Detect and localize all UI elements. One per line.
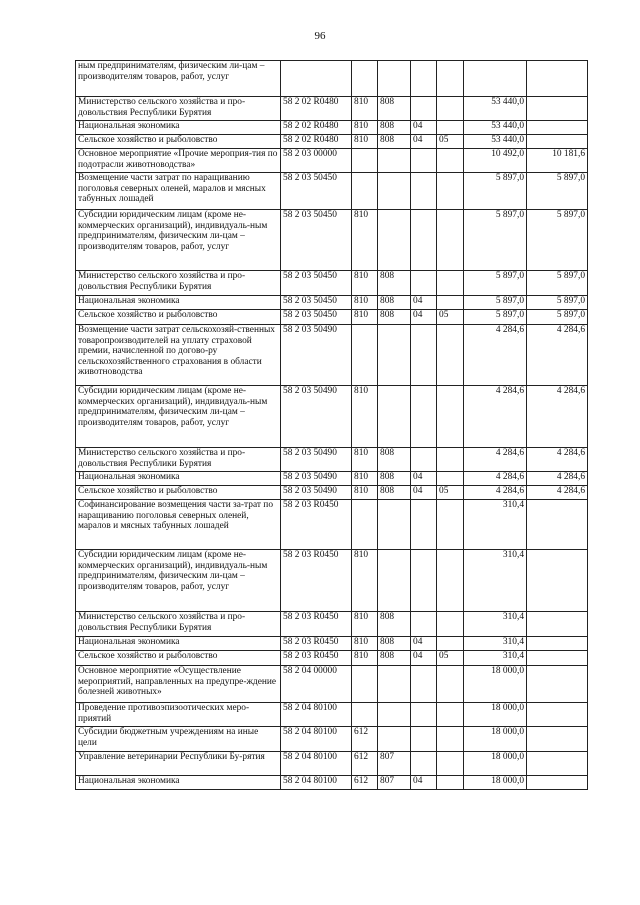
target-code-cell: 58 2 03 50490 (281, 325, 352, 386)
grbs-cell: 810 (352, 121, 378, 135)
section-cell: 807 (378, 752, 411, 776)
table-row (76, 651, 588, 666)
subsection-cell: 04 (411, 651, 437, 666)
row-name-cell: Возмещение части затрат по наращиванию поголовья северных оленей, маралов и мясных табунных лошадей (76, 173, 281, 210)
target-code-cell: 58 2 03 50450 (281, 296, 352, 310)
row-name-cell: Национальная экономика (76, 296, 281, 310)
row-name-cell: Министерство сельского хозяйства и про-довольствия Республики Бурятия (76, 271, 281, 296)
subsection-detail-cell (437, 703, 464, 727)
amount-cell: 4 284,6 (464, 386, 527, 448)
amount-cell: 5 897,0 (464, 210, 527, 271)
subsection-cell: 04 (411, 121, 437, 135)
amount-second-cell (527, 550, 588, 612)
target-code-cell: 58 2 04 80100 (281, 727, 352, 752)
amount-second-cell (527, 666, 588, 703)
section-cell: 807 (378, 776, 411, 790)
section-cell (378, 386, 411, 448)
grbs-cell (352, 500, 378, 550)
subsection-detail-cell (437, 271, 464, 296)
amount-cell: 4 284,6 (464, 448, 527, 472)
amount-cell: 4 284,6 (464, 325, 527, 386)
grbs-cell: 810 (352, 637, 378, 651)
amount-cell: 4 284,6 (464, 472, 527, 486)
target-code-cell: 58 2 03 50490 (281, 386, 352, 448)
row-name-cell: Субсидии бюджетным учреждениям на иные цели (76, 727, 281, 752)
target-code-cell: 58 2 03 50450 (281, 210, 352, 271)
section-cell (378, 550, 411, 612)
grbs-cell: 612 (352, 776, 378, 790)
amount-cell: 310,4 (464, 637, 527, 651)
amount-cell: 5 897,0 (464, 310, 527, 325)
subsection-cell: 04 (411, 486, 437, 500)
subsection-cell: 04 (411, 472, 437, 486)
table-row (76, 500, 588, 550)
amount-cell: 18 000,0 (464, 727, 527, 752)
amount-second-cell: 4 284,6 (527, 386, 588, 448)
amount-second-cell (527, 612, 588, 637)
section-cell: 808 (378, 296, 411, 310)
subsection-cell: 04 (411, 135, 437, 149)
amount-cell: 4 284,6 (464, 486, 527, 500)
amount-cell: 5 897,0 (464, 173, 527, 210)
table-row (76, 61, 588, 97)
row-name-cell: Сельское хозяйство и рыболовство (76, 486, 281, 500)
row-name-cell: ным предпринимателям, физическим ли-цам – производителям товаров, работ, услуг (76, 61, 281, 97)
subsection-detail-cell (437, 637, 464, 651)
section-cell: 808 (378, 612, 411, 637)
table-row (76, 296, 588, 310)
grbs-cell (352, 173, 378, 210)
section-cell (378, 703, 411, 727)
subsection-detail-cell (437, 612, 464, 637)
table-row (76, 612, 588, 637)
table-row (76, 550, 588, 612)
target-code-cell: 58 2 03 R0450 (281, 637, 352, 651)
row-name-cell: Сельское хозяйство и рыболовство (76, 651, 281, 666)
table-row (76, 121, 588, 135)
section-cell: 808 (378, 448, 411, 472)
grbs-cell: 810 (352, 210, 378, 271)
row-name-cell: Национальная экономика (76, 121, 281, 135)
grbs-cell: 810 (352, 271, 378, 296)
subsection-detail-cell (437, 325, 464, 386)
target-code-cell: 58 2 03 R0450 (281, 612, 352, 637)
amount-cell: 53 440,0 (464, 135, 527, 149)
subsection-detail-cell (437, 550, 464, 612)
target-code-cell: 58 2 03 50450 (281, 173, 352, 210)
amount-second-cell: 10 181,6 (527, 149, 588, 173)
table-row (76, 727, 588, 752)
amount-second-cell: 5 897,0 (527, 296, 588, 310)
amount-second-cell (527, 651, 588, 666)
section-cell: 808 (378, 135, 411, 149)
amount-cell: 18 000,0 (464, 666, 527, 703)
grbs-cell: 810 (352, 550, 378, 612)
section-cell (378, 61, 411, 97)
target-code-cell: 58 2 03 R0450 (281, 550, 352, 612)
target-code-cell: 58 2 02 R0480 (281, 97, 352, 121)
subsection-detail-cell (437, 752, 464, 776)
subsection-detail-cell (437, 121, 464, 135)
table-row (76, 310, 588, 325)
subsection-cell: 04 (411, 310, 437, 325)
subsection-detail-cell: 05 (437, 135, 464, 149)
amount-second-cell: 5 897,0 (527, 173, 588, 210)
row-name-cell: Основное мероприятие «Прочие мероприя-тия по подотрасли животноводства» (76, 149, 281, 173)
target-code-cell: 58 2 04 80100 (281, 703, 352, 727)
amount-second-cell (527, 121, 588, 135)
row-name-cell: Основное мероприятие «Осуществление мероприятий, направленных на предупре-ждение болезней животных» (76, 666, 281, 703)
table-row (76, 97, 588, 121)
subsection-detail-cell (437, 61, 464, 97)
amount-second-cell: 4 284,6 (527, 448, 588, 472)
amount-second-cell: 5 897,0 (527, 310, 588, 325)
table-row (76, 486, 588, 500)
amount-second-cell (527, 500, 588, 550)
subsection-detail-cell (437, 448, 464, 472)
section-cell (378, 325, 411, 386)
grbs-cell: 810 (352, 386, 378, 448)
row-name-cell: Проведение противоэпизоотических меро-приятий (76, 703, 281, 727)
subsection-detail-cell (437, 386, 464, 448)
page-number: 96 (314, 30, 326, 42)
grbs-cell: 810 (352, 472, 378, 486)
subsection-cell (411, 727, 437, 752)
table-row (76, 325, 588, 386)
amount-cell: 53 440,0 (464, 97, 527, 121)
target-code-cell: 58 2 02 R0480 (281, 135, 352, 149)
row-name-cell: Субсидии юридическим лицам (кроме не-коммерческих организаций), индивидуаль-ным предпринимателям, физическим ли-цам – производителям товаров, работ, услуг (76, 386, 281, 448)
grbs-cell (352, 666, 378, 703)
target-code-cell: 58 2 03 50490 (281, 472, 352, 486)
subsection-cell: 04 (411, 637, 437, 651)
amount-second-cell (527, 703, 588, 727)
target-code-cell: 58 2 03 00000 (281, 149, 352, 173)
subsection-detail-cell: 05 (437, 651, 464, 666)
row-name-cell: Национальная экономика (76, 472, 281, 486)
amount-second-cell: 5 897,0 (527, 210, 588, 271)
target-code-cell: 58 2 04 00000 (281, 666, 352, 703)
subsection-detail-cell (437, 210, 464, 271)
subsection-cell (411, 550, 437, 612)
row-name-cell: Субсидии юридическим лицам (кроме не-коммерческих организаций), индивидуаль-ным предпринимателям, физическим ли-цам – производителям товаров, работ, услуг (76, 550, 281, 612)
amount-second-cell: 4 284,6 (527, 325, 588, 386)
row-name-cell: Сельское хозяйство и рыболовство (76, 310, 281, 325)
target-code-cell: 58 2 03 R0450 (281, 500, 352, 550)
row-name-cell: Возмещение части затрат сельскохозяй-ственных товаропроизводителей на уплату страховой премии, начисленной по догово-ру сельскохозяйственного страхования в области животноводства (76, 325, 281, 386)
section-cell (378, 666, 411, 703)
subsection-detail-cell (437, 727, 464, 752)
table-row (76, 472, 588, 486)
subsection-cell: 04 (411, 776, 437, 790)
table-row (76, 173, 588, 210)
subsection-detail-cell (437, 666, 464, 703)
table-row (76, 776, 588, 790)
section-cell: 808 (378, 637, 411, 651)
section-cell: 808 (378, 472, 411, 486)
target-code-cell (281, 61, 352, 97)
grbs-cell: 810 (352, 310, 378, 325)
subsection-detail-cell (437, 776, 464, 790)
target-code-cell: 58 2 04 80100 (281, 776, 352, 790)
table-row (76, 271, 588, 296)
subsection-detail-cell (437, 97, 464, 121)
table-row (76, 637, 588, 651)
amount-cell (464, 61, 527, 97)
row-name-cell: Софинансирование возмещения части за-трат по наращиванию поголовья северных оленей, маралов и мясных табунных лошадей (76, 500, 281, 550)
section-cell: 808 (378, 651, 411, 666)
grbs-cell: 810 (352, 651, 378, 666)
amount-cell: 5 897,0 (464, 296, 527, 310)
section-cell (378, 210, 411, 271)
table-row (76, 386, 588, 448)
amount-cell: 10 492,0 (464, 149, 527, 173)
subsection-cell (411, 325, 437, 386)
section-cell: 808 (378, 97, 411, 121)
table-row (76, 752, 588, 776)
amount-second-cell: 5 897,0 (527, 271, 588, 296)
amount-cell: 310,4 (464, 550, 527, 612)
subsection-cell (411, 173, 437, 210)
subsection-detail-cell (437, 296, 464, 310)
table-row (76, 448, 588, 472)
grbs-cell: 810 (352, 448, 378, 472)
grbs-cell: 810 (352, 97, 378, 121)
amount-cell: 310,4 (464, 651, 527, 666)
table-row (76, 210, 588, 271)
subsection-detail-cell: 05 (437, 310, 464, 325)
grbs-cell: 810 (352, 296, 378, 310)
subsection-detail-cell (437, 149, 464, 173)
subsection-cell (411, 500, 437, 550)
table-row (76, 149, 588, 173)
section-cell (378, 500, 411, 550)
section-cell: 808 (378, 310, 411, 325)
subsection-detail-cell: 05 (437, 486, 464, 500)
amount-second-cell (527, 727, 588, 752)
amount-cell: 310,4 (464, 612, 527, 637)
grbs-cell: 810 (352, 486, 378, 500)
amount-cell: 53 440,0 (464, 121, 527, 135)
subsection-cell (411, 666, 437, 703)
target-code-cell: 58 2 03 50490 (281, 486, 352, 500)
section-cell: 808 (378, 271, 411, 296)
subsection-cell (411, 97, 437, 121)
amount-cell: 18 000,0 (464, 752, 527, 776)
subsection-cell (411, 448, 437, 472)
table-row (76, 666, 588, 703)
amount-second-cell (527, 97, 588, 121)
row-name-cell: Сельское хозяйство и рыболовство (76, 135, 281, 149)
amount-cell: 18 000,0 (464, 703, 527, 727)
amount-second-cell (527, 135, 588, 149)
grbs-cell: 612 (352, 727, 378, 752)
amount-cell: 310,4 (464, 500, 527, 550)
grbs-cell (352, 703, 378, 727)
grbs-cell (352, 149, 378, 173)
subsection-cell (411, 386, 437, 448)
subsection-cell (411, 703, 437, 727)
grbs-cell: 810 (352, 135, 378, 149)
row-name-cell: Министерство сельского хозяйства и про-довольствия Республики Бурятия (76, 448, 281, 472)
amount-cell: 18 000,0 (464, 776, 527, 790)
subsection-detail-cell (437, 500, 464, 550)
amount-second-cell (527, 752, 588, 776)
target-code-cell: 58 2 03 50450 (281, 271, 352, 296)
target-code-cell: 58 2 03 50490 (281, 448, 352, 472)
subsection-cell (411, 149, 437, 173)
subsection-cell (411, 61, 437, 97)
row-name-cell: Субсидии юридическим лицам (кроме не-коммерческих организаций), индивидуаль-ным предпринимателям, физическим ли-цам – производителям товаров, работ, услуг (76, 210, 281, 271)
row-name-cell: Национальная экономика (76, 776, 281, 790)
subsection-cell (411, 271, 437, 296)
budget-table (75, 60, 588, 790)
subsection-detail-cell (437, 173, 464, 210)
grbs-cell (352, 325, 378, 386)
target-code-cell: 58 2 04 80100 (281, 752, 352, 776)
target-code-cell: 58 2 02 R0480 (281, 121, 352, 135)
amount-second-cell (527, 637, 588, 651)
amount-second-cell (527, 61, 588, 97)
grbs-cell: 810 (352, 612, 378, 637)
subsection-cell: 04 (411, 296, 437, 310)
amount-cell: 5 897,0 (464, 271, 527, 296)
row-name-cell: Министерство сельского хозяйства и про-довольствия Республики Бурятия (76, 97, 281, 121)
section-cell (378, 173, 411, 210)
target-code-cell: 58 2 03 50450 (281, 310, 352, 325)
grbs-cell (352, 61, 378, 97)
table-row (76, 135, 588, 149)
section-cell: 808 (378, 486, 411, 500)
row-name-cell: Министерство сельского хозяйства и про-довольствия Республики Бурятия (76, 612, 281, 637)
section-cell (378, 727, 411, 752)
table-row (76, 703, 588, 727)
subsection-cell (411, 210, 437, 271)
row-name-cell: Управление ветеринарии Республики Бу-рятия (76, 752, 281, 776)
target-code-cell: 58 2 03 R0450 (281, 651, 352, 666)
amount-second-cell (527, 776, 588, 790)
row-name-cell: Национальная экономика (76, 637, 281, 651)
subsection-cell (411, 752, 437, 776)
subsection-detail-cell (437, 472, 464, 486)
amount-second-cell: 4 284,6 (527, 472, 588, 486)
section-cell (378, 149, 411, 173)
amount-second-cell: 4 284,6 (527, 486, 588, 500)
grbs-cell: 612 (352, 752, 378, 776)
subsection-cell (411, 612, 437, 637)
section-cell: 808 (378, 121, 411, 135)
